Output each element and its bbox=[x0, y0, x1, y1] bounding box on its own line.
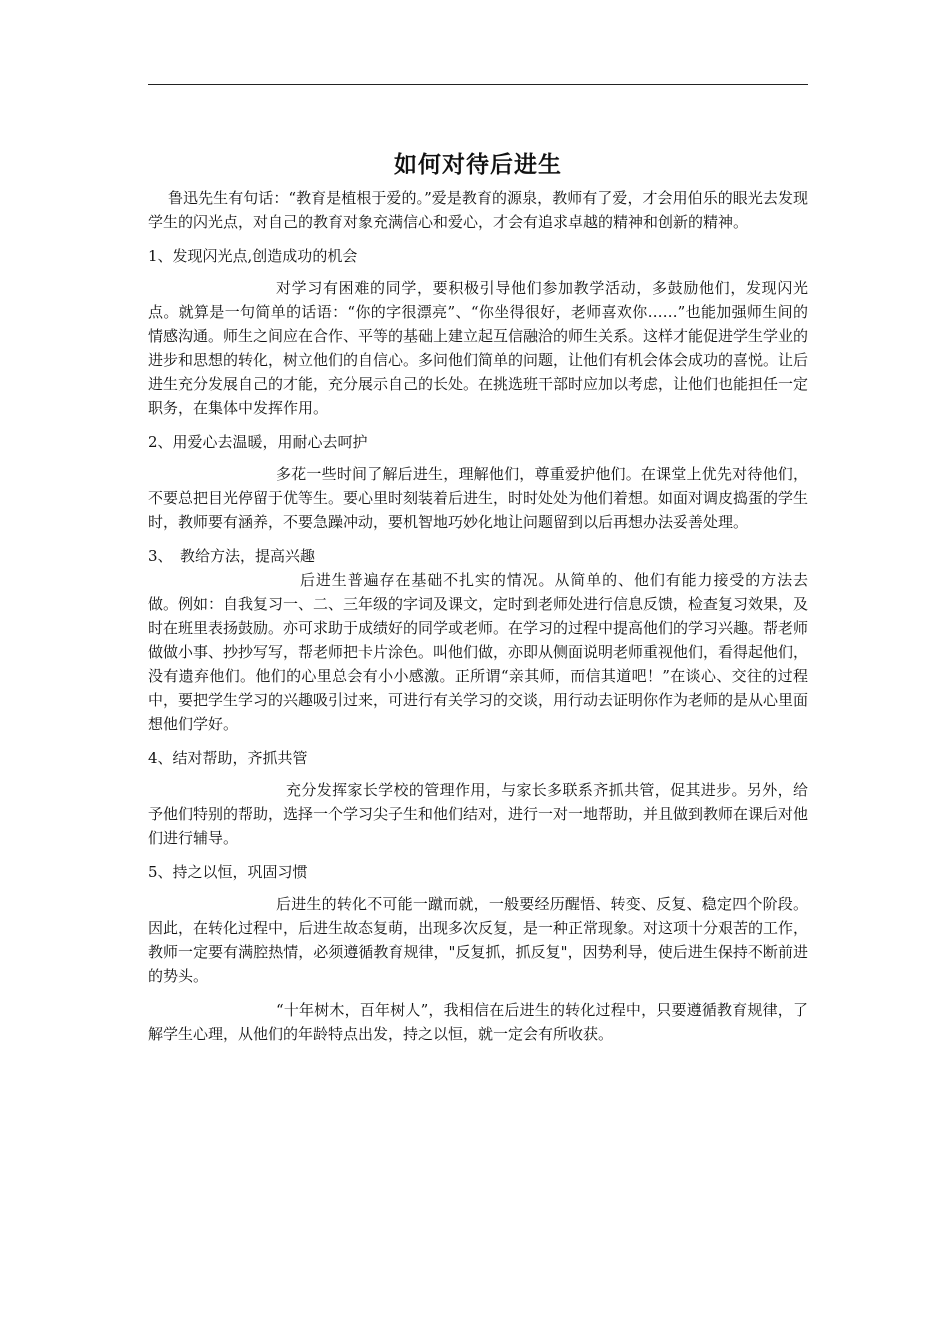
section-5-heading: 5、持之以恒，巩固习惯 bbox=[148, 863, 308, 881]
section-2-body: 多花一些时间了解后进生，理解他们，尊重爱护他们。在课堂上优先对待他们，不要总把目光停留于优等生。要心里时刻装着后进生，时时处处为他们着想。如面对调皮捣蛋的学生时，教师要有涵养，不要急躁冲动，要机智地巧妙化地让问题留到以后再想办法妥善处理。 bbox=[148, 465, 809, 531]
section-3-body: 后进生普遍存在基础不扎实的情况。从简单的、他们有能力接受的方法去做。例如：自我复习一、二、三年级的字词及课文，定时到老师处进行信息反馈，检查复习效果，及时在班里表扬鼓励。亦可求助于成绩好的同学或老师。在学习的过程中提高他们的学习兴趣。帮老师做做小事、抄抄写写，帮老师把卡片涂色。叫他们做，亦即从侧面说明老师重视他们，看得起他们，没有遗弃他们。他们的心里总会有小小感激。正所谓“亲其师，而信其道吧！”在谈心、交往的过程中，要把学生学习的兴趣吸引过来，可进行有关学习的交谈，用行动去证明你作为老师的是从心里面想他们学好。 bbox=[148, 571, 809, 733]
document-title: 如何对待后进生 bbox=[394, 152, 562, 178]
document-body bbox=[148, 186, 808, 1056]
intro-paragraph: 鲁迅先生有句话：“教育是植根于爱的。”爱是教育的源泉，教师有了爱，才会用伯乐的眼光去发现学生的闪光点，对自己的教育对象充满信心和爱心，才会有追求卓越的精神和创新的精神。 bbox=[148, 189, 808, 231]
section-3-heading: 3、 教给方法，提高兴趣 bbox=[148, 547, 316, 565]
section-5-body: 后进生的转化不可能一蹴而就，一般要经历醒悟、转变、反复、稳定四个阶段。因此，在转化过程中，后进生故态复萌，出现多次反复，是一种正常现象。对这项十分艰苦的工作，教师一定要有满腔热情，必须遵循教育规律，"反复抓，抓反复"，因势利导，使后进生保持不断前进的势头。 bbox=[148, 895, 809, 985]
header-rule bbox=[148, 84, 808, 85]
section-2-heading: 2、用爱心去温暖，用耐心去呵护 bbox=[148, 433, 368, 451]
section-1-body: 对学习有困难的同学，要积极引导他们参加教学活动，多鼓励他们，发现闪光点。就算是一句简单的话语：“你的字很漂亮”、“你坐得很好，老师喜欢你……”也能加强师生间的情感沟通。师生之间应在合作、平等的基础上建立起互信融洽的师生关系。这样才能促进学生学业的进步和思想的转化，树立他们的自信心。多问他们简单的问题，让他们有机会体会成功的喜悦。让后进生充分发展自己的才能，充分展示自己的长处。在挑选班干部时应加以考虑，让他们也能担任一定职务，在集体中发挥作用。 bbox=[148, 279, 809, 417]
section-4-body: 充分发挥家长学校的管理作用，与家长多联系齐抓共管，促其进步。另外，给予他们特别的帮助，选择一个学习尖子生和他们结对，进行一对一地帮助，并且做到教师在课后对他们进行辅导。 bbox=[148, 781, 809, 847]
conclusion-paragraph: “十年树木，百年树人”，我相信在后进生的转化过程中，只要遵循教育规律，了解学生心理，从他们的年龄特点出发，持之以恒，就一定会有所收获。 bbox=[148, 1001, 808, 1043]
section-4-heading: 4、结对帮助，齐抓共管 bbox=[148, 749, 308, 767]
section-1-heading: 1、发现闪光点,创造成功的机会 bbox=[148, 247, 358, 265]
